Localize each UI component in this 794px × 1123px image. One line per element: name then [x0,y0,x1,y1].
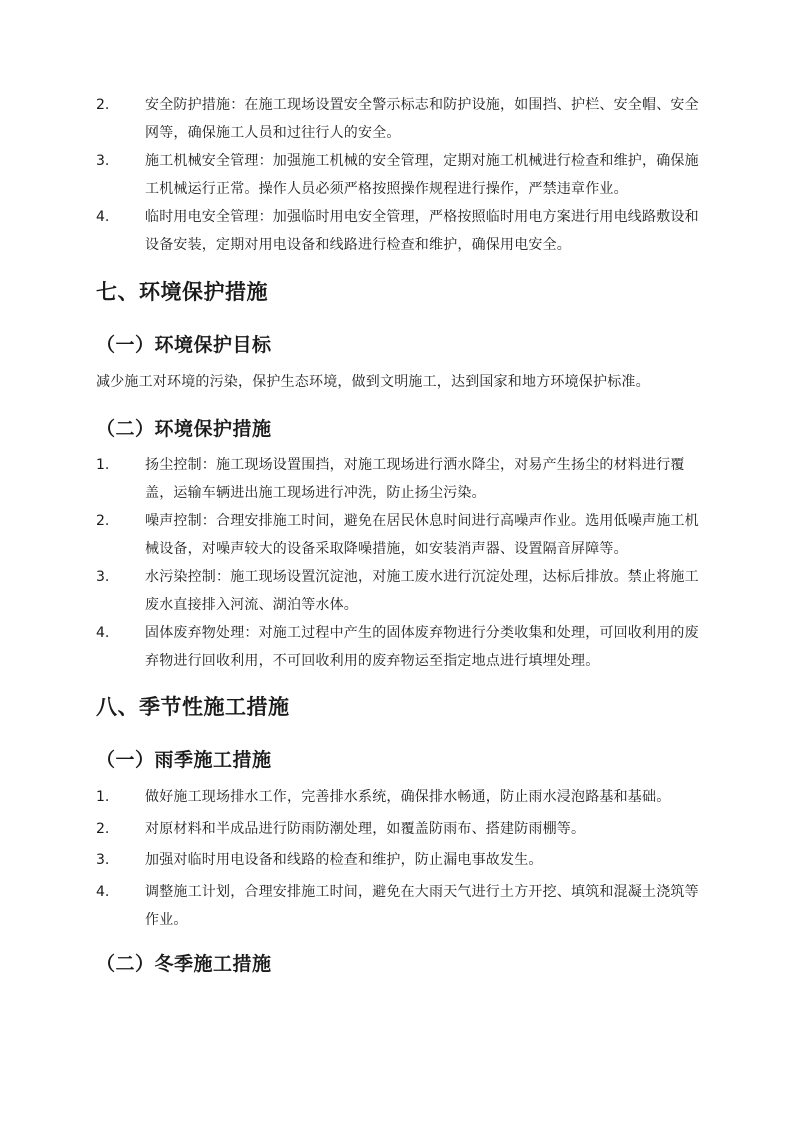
list-text: 水污染控制：施工现场设置沉淀池，对施工废水进行沉淀处理，达标后排放。禁止将施工废水直接排入河流、湖泊等水体。 [145,569,699,613]
list-number: 4. [96,884,110,900]
list-number: 3. [96,153,110,169]
list-number: 1. [96,789,110,805]
list-number: 1. [96,457,110,473]
list-number: 2. [96,97,110,113]
paragraph: 减少施工对环境的污染，保护生态环境，做到文明施工，达到国家和地方环境保护标准。 [96,374,650,390]
list-text: 临时用电安全管理：加强临时用电安全管理，严格按照临时用电方案进行用电线路敷设和设备安装，定期对用电设备和线路进行检查和维护，确保用电安全。 [145,209,699,253]
list-number: 4. [96,209,110,225]
list-number: 2. [96,821,110,837]
list-text: 扬尘控制：施工现场设置围挡，对施工现场进行洒水降尘，对易产生扬尘的材料进行覆盖，运输车辆进出施工现场进行冲洗，防止扬尘污染。 [145,457,685,501]
list-text: 做好施工现场排水工作，完善排水系统，确保排水畅通，防止雨水浸泡路基和基础。 [145,789,671,805]
subsection-heading: （二）冬季施工措施 [96,953,272,975]
list-text: 对原材料和半成品进行防雨防潮处理，如覆盖防雨布、搭建防雨棚等。 [145,821,586,837]
subsection-heading: （二）环境保护措施 [96,418,272,440]
list-number: 3. [96,852,110,868]
list-text: 安全防护措施：在施工现场设置安全警示标志和防护设施，如围挡、护栏、安全帽、安全网等，确保施工人员和过往行人的安全。 [145,97,699,141]
list-text: 固体废弃物处理：对施工过程中产生的固体废弃物进行分类收集和处理，可回收利用的废弃物进行回收利用，不可回收利用的废弃物运至指定地点进行填埋处理。 [145,625,699,669]
list-number: 4. [96,625,110,641]
subsection-heading: （一）雨季施工措施 [96,749,272,771]
list-number: 2. [96,513,110,529]
list-text: 施工机械安全管理：加强施工机械的安全管理，定期对施工机械进行检查和维护，确保施工机械运行正常。操作人员必须严格按照操作规程进行操作，严禁违章作业。 [145,153,699,197]
section-heading: 七、环境保护措施 [96,280,268,304]
list-text: 加强对临时用电设备和线路的检查和维护，防止漏电事故发生。 [145,852,543,868]
list-text: 调整施工计划，合理安排施工时间，避免在大雨天气进行土方开挖、填筑和混凝土浇筑等作业。 [145,884,699,928]
list-text: 噪声控制：合理安排施工时间，避免在居民休息时间进行高噪声作业。选用低噪声施工机械设备，对噪声较大的设备采取降噪措施，如安装消声器、设置隔音屏障等。 [145,513,699,557]
section-heading: 八、季节性施工措施 [96,695,290,719]
subsection-heading: （一）环境保护目标 [96,334,272,356]
list-number: 3. [96,569,110,585]
